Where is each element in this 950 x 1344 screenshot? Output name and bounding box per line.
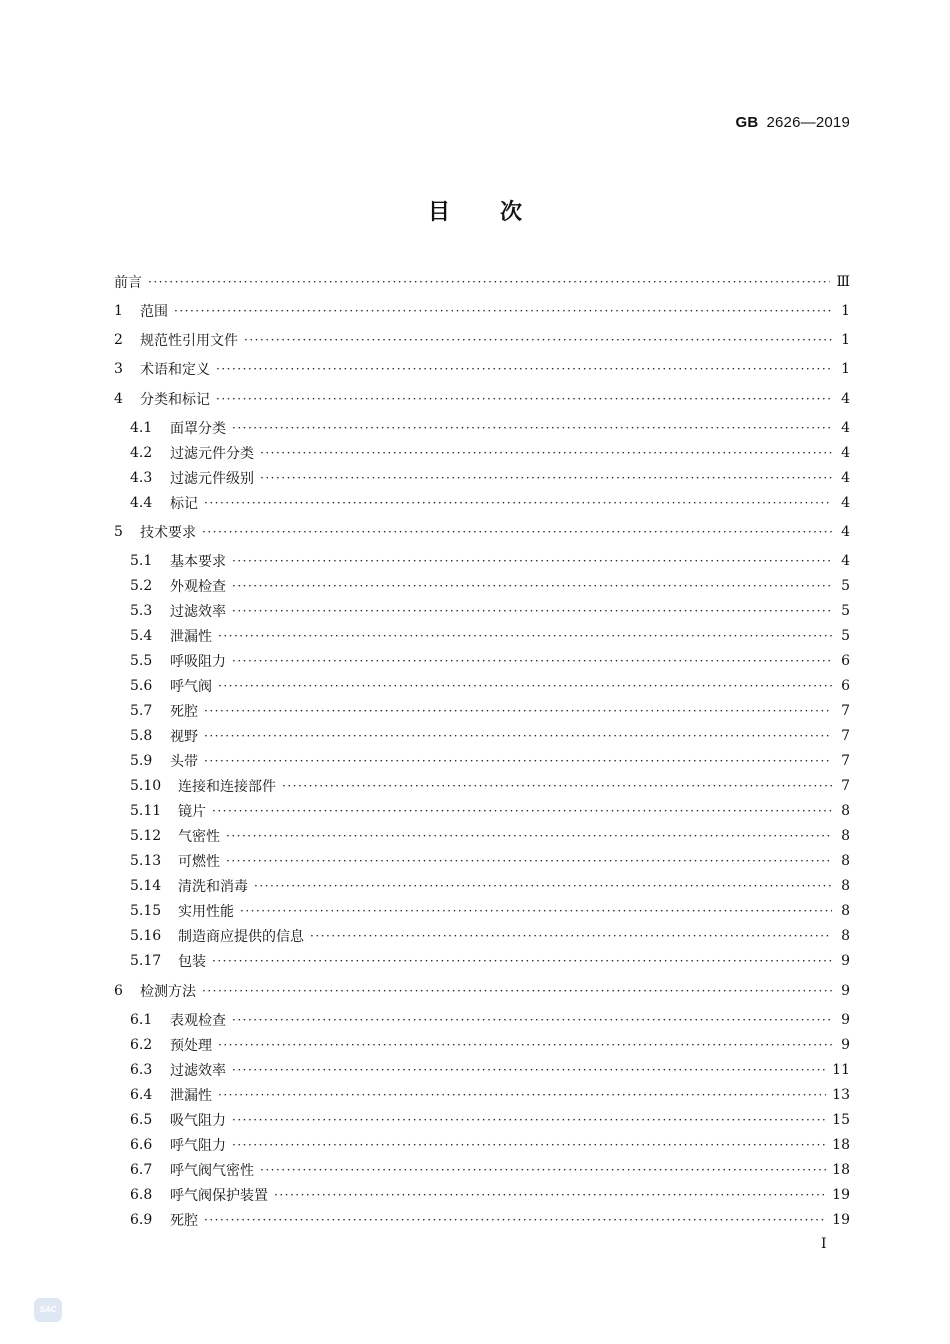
toc-entry-page: 15 [832,1112,850,1128]
toc-entry-label: 呼气阀 [170,679,212,695]
toc-entry-page: 4 [841,470,850,486]
toc-entry[interactable] [114,951,850,971]
toc-entry[interactable] [114,651,850,671]
toc-entry-number: 5.7 [130,703,153,719]
toc-entry-label: 连接和连接部件 [178,779,276,795]
toc-entry-label: 过滤效率 [170,1063,226,1079]
toc-entry-number: 5.3 [130,603,153,619]
toc-entry-number: 4.2 [130,445,153,461]
toc-entry-page: 7 [841,778,850,794]
toc-leader-dots [202,522,832,542]
toc-leader-dots [232,551,832,571]
toc-entry[interactable] [114,1035,850,1055]
toc-entry[interactable] [114,576,850,596]
toc-leader-dots [212,801,832,821]
standard-code [736,114,850,131]
toc-leader-dots [282,776,832,796]
toc-entry-label: 面罩分类 [170,421,226,437]
toc-entry-page: 4 [841,553,850,569]
toc-leader-dots [218,1085,826,1105]
toc-entry-label: 过滤元件分类 [170,446,254,462]
toc-entry[interactable] [114,626,850,646]
toc-entry-label: 技术要求 [140,525,196,541]
toc-leader-dots [204,701,832,721]
toc-leader-dots [232,418,832,438]
toc-leader-dots [232,601,832,621]
toc-entry-page: 7 [841,703,850,719]
toc-entry-number: 5.13 [130,853,162,869]
toc-entry-label: 呼吸阻力 [170,654,226,670]
toc-leader-dots [226,826,832,846]
toc-entry[interactable] [114,330,850,350]
toc-entry-label: 包装 [178,954,206,970]
toc-entry[interactable] [114,272,850,292]
toc-entry-page: 4 [841,445,850,461]
toc-entry-label: 吸气阻力 [170,1113,226,1129]
toc-entry-label: 头带 [170,754,198,770]
toc-entry-number: 5.14 [130,878,162,894]
toc-entry-page: 1 [841,303,850,319]
toc-entry-number: 1 [114,303,123,319]
toc-entry-label: 镜片 [178,804,206,820]
toc-entry-label: 视野 [170,729,198,745]
toc-entry[interactable] [114,751,850,771]
toc-leader-dots [218,1035,832,1055]
toc-entry-page: 19 [832,1187,850,1203]
toc-entry-label: 呼气阀气密性 [170,1163,254,1179]
toc-leader-dots [218,626,832,646]
toc-entry-page: 1 [841,361,850,377]
toc-leader-dots [174,301,832,321]
toc-leader-dots [216,389,832,409]
toc-entry-number: 5.11 [130,803,162,819]
toc-entry[interactable] [114,601,850,621]
toc-entry-label: 前言 [114,275,142,291]
toc-entry-number: 4 [114,391,123,407]
toc-entry-label: 术语和定义 [140,362,210,378]
toc-entry-label: 范围 [140,304,168,320]
toc-leader-dots [254,876,832,896]
toc-entry-number: 5.10 [130,778,162,794]
toc-leader-dots [226,851,832,871]
toc-leader-dots [232,1135,826,1155]
toc-entry-number: 4.3 [130,470,153,486]
toc-entry[interactable] [114,551,850,571]
toc-entry-page: 8 [841,853,850,869]
toc-entry-number: 5.12 [130,828,162,844]
toc-entry-page: 8 [841,803,850,819]
toc-entry-label: 泄漏性 [170,629,212,645]
toc-entry-page: 11 [832,1062,850,1078]
toc-entry[interactable] [114,826,850,846]
toc-entry[interactable] [114,701,850,721]
toc-leader-dots [244,330,832,350]
toc-leader-dots [212,951,832,971]
toc-leader-dots [202,981,832,1001]
toc-entry-label: 过滤效率 [170,604,226,620]
toc-entry-number: 6.4 [130,1087,153,1103]
toc-entry[interactable] [114,926,850,946]
toc-entry-page: 5 [841,578,850,594]
toc-entry[interactable] [114,1010,850,1030]
toc-leader-dots [204,751,832,771]
toc-entry[interactable] [114,1160,850,1180]
toc-entry-label: 标记 [170,496,198,512]
toc-entry[interactable] [114,851,850,871]
toc-entry-label: 检测方法 [140,984,196,1000]
toc-entry-page: 9 [841,983,850,999]
toc-entry-number: 5 [114,524,123,540]
toc-entry-page: 13 [832,1087,850,1103]
toc-entry-number: 6.9 [130,1212,153,1228]
toc-leader-dots [148,272,830,292]
toc-entry-label: 分类和标记 [140,392,210,408]
toc-entry[interactable] [114,1110,850,1130]
toc-entry-label: 泄漏性 [170,1088,212,1104]
toc-entry-number: 5.1 [130,553,153,569]
toc-entry-number: 5.2 [130,578,153,594]
toc-entry-page: 9 [841,953,850,969]
toc-entry-number: 5.9 [130,753,153,769]
toc-entry-number: 6.2 [130,1037,153,1053]
toc-entry[interactable] [114,901,850,921]
toc-entry[interactable] [114,1135,850,1155]
toc-entry-number: 3 [114,361,123,377]
standard-prefix: GB [735,114,759,131]
toc-entry-label: 清洗和消毒 [178,879,248,895]
toc-entry-label: 预处理 [170,1038,212,1054]
toc-entry-label: 基本要求 [170,554,226,570]
toc-entry[interactable] [114,443,850,463]
toc-entry-page: 7 [841,728,850,744]
toc-entry-label: 呼气阻力 [170,1138,226,1154]
toc-entry[interactable] [114,468,850,488]
toc-entry-label: 外观检查 [170,579,226,595]
toc-leader-dots [232,1010,832,1030]
toc-entry-label: 规范性引用文件 [140,333,238,349]
toc-entry-number: 4.4 [130,495,153,511]
standard-number: 2626—2019 [766,114,850,131]
toc-entry-number: 5.15 [130,903,162,919]
toc-entry-page: 8 [841,903,850,919]
toc-entry-label: 死腔 [170,1213,198,1229]
toc-entry-number: 2 [114,332,123,348]
page-title [0,195,950,226]
toc-entry-label: 死腔 [170,704,198,720]
toc-entry-page: 5 [841,603,850,619]
toc-leader-dots [260,1160,826,1180]
toc-leader-dots [204,493,832,513]
toc-entry-page: 4 [841,420,850,436]
toc-entry-page: 7 [841,753,850,769]
toc-leader-dots [274,1185,826,1205]
toc-entry-page: Ⅲ [836,274,850,290]
toc-entry-page: 8 [841,828,850,844]
toc-entry-label: 表观检查 [170,1013,226,1029]
toc-entry-page: 18 [832,1162,850,1178]
toc-entry-label: 呼气阀保护装置 [170,1188,268,1204]
toc-entry-number: 6.1 [130,1012,153,1028]
toc-entry[interactable] [114,418,850,438]
toc-entry-page: 4 [841,495,850,511]
toc-entry-label: 实用性能 [178,904,234,920]
toc-leader-dots [232,1060,826,1080]
toc-entry-number: 6.3 [130,1062,153,1078]
title-char-2: 次 [500,200,523,225]
toc-leader-dots [260,443,832,463]
toc-entry-page: 8 [841,928,850,944]
toc-entry-label: 制造商应提供的信息 [178,929,304,945]
toc-entry-page: 4 [841,391,850,407]
toc-entry-page: 1 [841,332,850,348]
toc-leader-dots [240,901,832,921]
title-char-1: 目 [427,200,450,225]
toc-entry[interactable] [114,1210,850,1230]
toc-entry-number: 5.8 [130,728,153,744]
toc-entry[interactable] [114,801,850,821]
sac-logo: SAC [34,1298,62,1322]
toc-leader-dots [216,359,832,379]
toc-entry[interactable] [114,676,850,696]
toc-entry[interactable] [114,493,850,513]
toc-entry-number: 6.5 [130,1112,153,1128]
toc-entry-page: 9 [841,1037,850,1053]
toc-entry[interactable] [114,359,850,379]
toc-entry-number: 6.6 [130,1137,153,1153]
toc-entry[interactable] [114,1060,850,1080]
toc-entry[interactable] [114,1085,850,1105]
toc-entry-page: 8 [841,878,850,894]
toc-leader-dots [204,726,832,746]
toc-entry-page: 5 [841,628,850,644]
page-number: I [821,1236,827,1252]
toc-entry-page: 18 [832,1137,850,1153]
toc-entry-label: 可燃性 [178,854,220,870]
toc-entry-page: 6 [841,653,850,669]
toc-entry-page: 9 [841,1012,850,1028]
toc-leader-dots [204,1210,826,1230]
toc-entry[interactable] [114,1185,850,1205]
toc-entry[interactable] [114,981,850,1001]
toc-leader-dots [310,926,832,946]
toc-entry[interactable] [114,776,850,796]
toc-leader-dots [232,651,832,671]
toc-entry[interactable] [114,522,850,542]
toc-entry-number: 5.5 [130,653,153,669]
toc-entry-page: 19 [832,1212,850,1228]
toc-entry-number: 5.17 [130,953,162,969]
toc-entry-label: 气密性 [178,829,220,845]
toc-entry-number: 5.16 [130,928,162,944]
toc-entry-page: 6 [841,678,850,694]
toc-entry-number: 6.8 [130,1187,153,1203]
toc-leader-dots [260,468,832,488]
toc-entry[interactable] [114,726,850,746]
toc-entry-number: 5.6 [130,678,153,694]
toc-entry-page: 4 [841,524,850,540]
toc-entry-label: 过滤元件级别 [170,471,254,487]
toc-entry[interactable] [114,301,850,321]
toc-entry[interactable] [114,389,850,409]
toc-entry-number: 5.4 [130,628,153,644]
toc-leader-dots [218,676,832,696]
toc-entry[interactable] [114,876,850,896]
toc-entry-number: 6 [114,983,123,999]
toc-leader-dots [232,576,832,596]
toc-leader-dots [232,1110,826,1130]
toc-entry-number: 6.7 [130,1162,153,1178]
toc-entry-number: 4.1 [130,420,153,436]
